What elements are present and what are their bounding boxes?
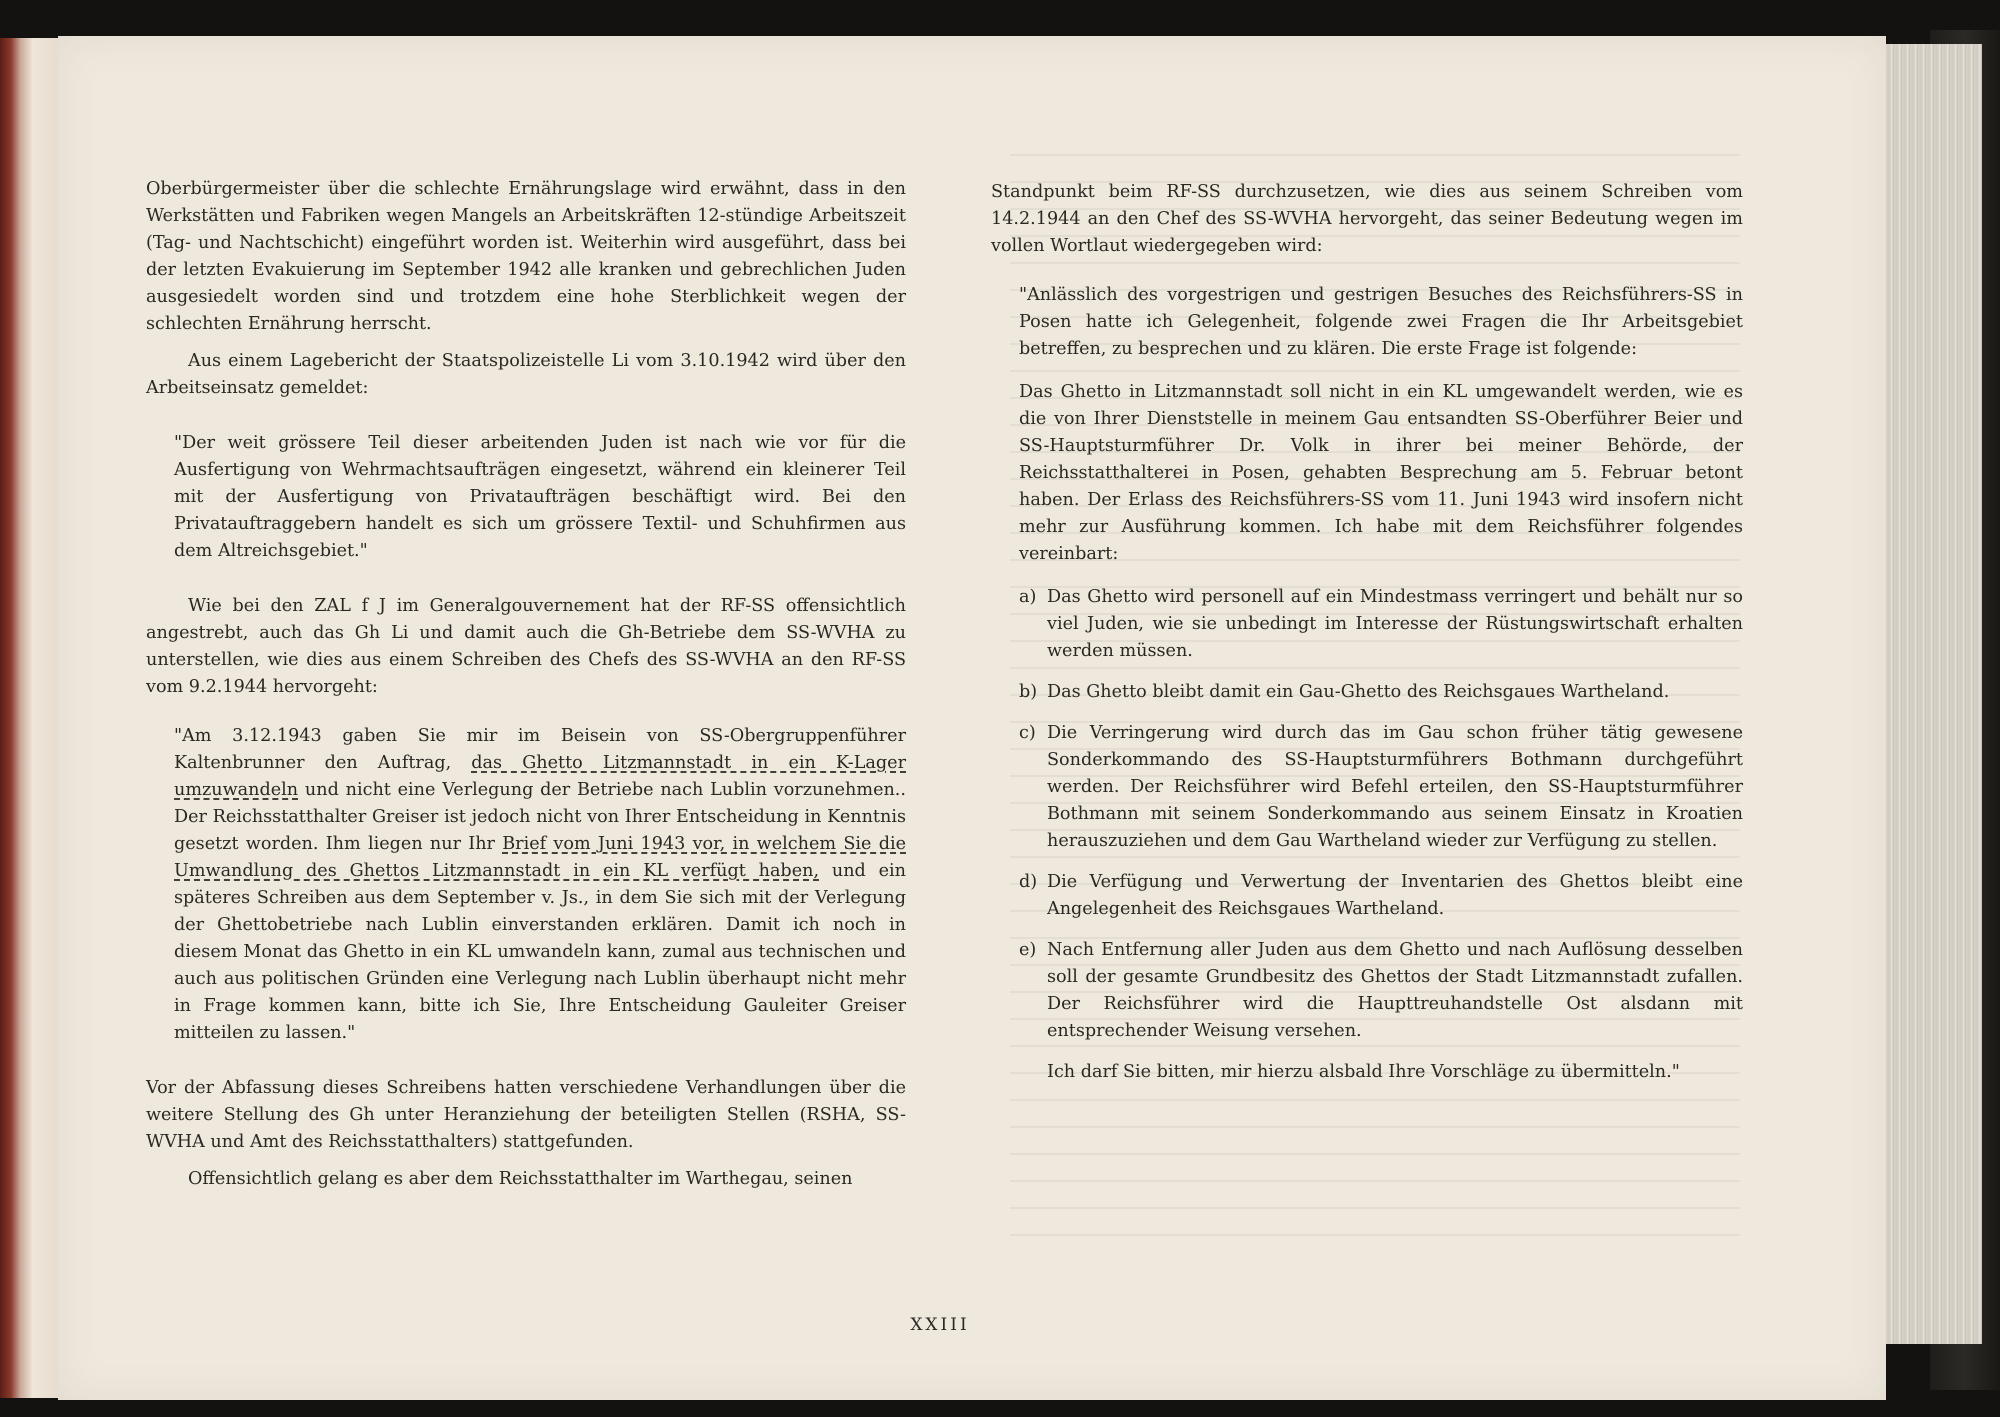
paragraph: Standpunkt beim RF-SS durchzusetzen, wie dies aus seinem Schreiben vom 14.2.1944 an den Chef des SS-WVHA hervorgeht, das seiner Bedeutung wegen im vollen Wortlaut wiedergegeben wird:	[991, 182, 1743, 256]
paragraph: Aus einem Lagebericht der Staatspolizeistelle Li vom 3.10.1942 wird über den Arbeitseinsatz gemeldet:	[146, 351, 906, 398]
list-item-label: a)	[1019, 587, 1037, 607]
list-item	[1019, 584, 1743, 665]
quote-body: Das Ghetto in Litzmannstadt soll nicht in ein KL umgewandelt werden, wie es die von Ihrer Dienststelle in meinem Gau entsandten SS-Oberführer Beier und SS-Hauptsturmführer Dr. Volk in ihrer bei meiner Behörde, der Reichsstatthalterei in Posen, gehabten Besprechung am 5. Februar betont haben. Der Erlass des Reichsführers-SS vom 11. Juni 1943 wird insofern nicht mehr zur Ausführung kommen. Ich habe mit dem Reichsführer folgendes vereinbart:	[1019, 382, 1743, 564]
closing-text: Ich darf Sie bitten, mir hierzu alsbald Ihre Vorschläge zu übermitteln."	[1047, 1062, 1680, 1082]
right-text-column	[991, 179, 1743, 1086]
quote-text	[174, 723, 906, 1047]
list-item	[1019, 679, 1743, 706]
paragraph: Oberbürgermeister über die schlechte Ernährungslage wird erwähnt, dass in den Werkstätten und Fabriken wegen Mangels an Arbeitskräften 12-stündige Arbeitszeit (Tag- und Nachtschicht) eingeführt worden ist. Weiterhin wird ausgeführt, dass bei der letzten Evakuierung im September 1942 alle kranken und gebrechlichen Juden ausgesiedelt worden sind und trotzdem eine hohe Sterblichkeit wegen der schlechten Ernährung herrscht.	[146, 179, 906, 334]
book-spine-left	[0, 38, 60, 1398]
left-text-column	[146, 176, 906, 1193]
block-quote	[174, 430, 906, 565]
list-item	[1019, 869, 1743, 923]
underlined-passage: das Ghetto Litzmannstadt in ein K-Lager umzuwandeln	[174, 753, 906, 800]
list-item	[1019, 720, 1743, 855]
quote-text-segment: und ein späteres Schreiben aus dem September v. Js., in dem Sie sich mit der Verlegung der Ghettobetriebe nach Lublin einverstanden erklären. Damit ich noch in diesem Monat das Ghetto in ein KL umwandeln kann, zumal aus technischen und auch aus politischen Gründen eine Verlegung nach Lublin überhaupt nicht mehr in Frage kommen kann, bitte ich Sie, Ihre Entscheidung Gauleiter Greiser mitteilen zu lassen."	[174, 861, 907, 1043]
quote-text: "Der weit grössere Teil dieser arbeitenden Juden ist nach wie vor für die Ausfertigung von Wehrmachtsaufträgen eingesetzt, während ein kleinerer Teil mit der Ausfertigung von Privataufträgen beschäftigt wird. Bei den Privatauftraggebern handelt es sich um grössere Textil- und Schuhfirmen aus dem Altreichsgebiet."	[174, 433, 906, 561]
list-item	[1019, 1059, 1743, 1086]
list-item-text: Das Ghetto wird personell auf ein Mindestmass verringert und behält nur so viel Juden, wie sie unbedingt im Interesse der Rüstungswirtschaft erhalten werden müssen.	[1047, 587, 1743, 661]
underlined-passage: Brief vom Juni 1943 vor, in welchem Sie die Umwandlung des Ghettos Litzmannstadt in ein KL verfügt haben,	[174, 834, 907, 881]
list-item-label: b)	[1019, 682, 1038, 702]
quote-intro: "Anlässlich des vorgestrigen und gestrigen Besuches des Reichsführers-SS in Posen hatte ich Gelegenheit, folgende zwei Fragen die Ihr Arbeitsgebiet betreffen, zu besprechen und zu klären. Die erste Frage ist folgende:	[1019, 285, 1743, 359]
list-item-text: Nach Entfernung aller Juden aus dem Ghetto und nach Auflösung desselben soll der gesamte Grundbesitz des Ghettos der Stadt Litzmannstadt zufallen. Der Reichsführer wird die Haupttreuhandstelle Ost alsdann mit entsprechender Weisung versehen.	[1047, 940, 1743, 1041]
quote-text-segment: und nicht eine Verlegung der Betriebe nach Lublin vorzunehmen.. Der Reichsstatthalter Greiser ist jedoch nicht von Ihrer Entscheidung in Kenntnis gesetzt worden. Ihm liegen nur Ihr	[174, 780, 906, 854]
list-item-text: Das Ghetto bleibt damit ein Gau-Ghetto des Reichsgaues Wartheland.	[1047, 682, 1670, 702]
paragraph: Offensichtlich gelang es aber dem Reichsstatthalter im Warthegau, seinen	[188, 1169, 853, 1189]
block-quote	[1019, 282, 1743, 1086]
block-quote	[174, 723, 906, 1047]
paragraph: Wie bei den ZAL f J im Generalgouvernement hat der RF-SS offensichtlich angestrebt, auch das Gh Li und damit auch die Gh-Betriebe dem SS-WVHA zu unterstellen, wie dies aus einem Schreiben des Chefs des SS-WVHA an den RF-SS vom 9.2.1944 hervorgeht:	[146, 596, 906, 697]
list-item-label: e)	[1019, 940, 1037, 960]
list-item	[1019, 937, 1743, 1045]
page-number: XXIII	[910, 1315, 970, 1335]
list-item-label: d)	[1019, 872, 1038, 892]
paragraph: Vor der Abfassung dieses Schreibens hatten verschiedene Verhandlungen über die weitere Stellung des Gh unter Heranziehung der beteiligten Stellen (RSHA, SS-WVHA und Amt des Reichsstatthalters) stattgefunden.	[146, 1078, 906, 1152]
quote-text-segment: "Am 3.12.1943 gaben Sie mir im Beisein von SS-Obergruppenführer Kaltenbrunner den Auftrag,	[174, 726, 906, 773]
page-edges	[1886, 44, 1982, 1344]
list-item-label: c)	[1019, 723, 1036, 743]
list-item-text: Die Verfügung und Verwertung der Inventarien des Ghettos bleibt eine Angelegenheit des Reichsgaues Wartheland.	[1047, 872, 1743, 919]
list-item-text: Die Verringerung wird durch das im Gau schon früher tätig gewesene Sonderkommando des SS-Hauptsturmführers Bothmann durchgeführt werden. Der Reichsführer wird Befehl erteilen, den SS-Hauptsturmführer Bothmann mit seinem Sonderkommando aus seinem Einsatz in Kroatien herauszuziehen und dem Gau Wartheland wieder zur Verfügung zu stellen.	[1047, 723, 1743, 851]
